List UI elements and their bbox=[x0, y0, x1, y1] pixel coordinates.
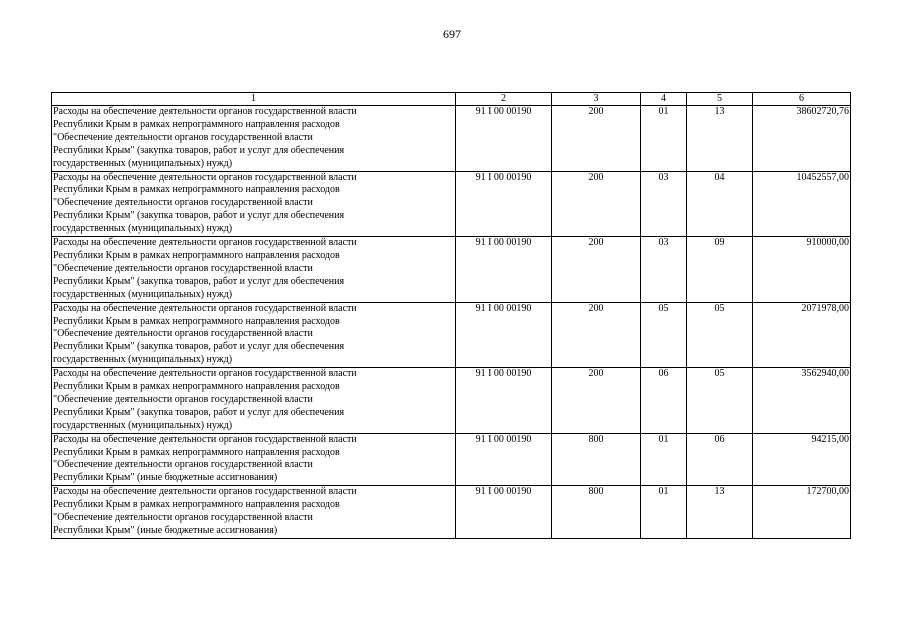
row-description: Расходы на обеспечение деятельности органов государственной власти Республики Крым в рамках непрограммного направления расходов "Обеспечение деятельности органов государственной власти Республики Крым" (закупка товаров, работ и услуг для обеспечения государственных (муниципальных) нужд) bbox=[52, 171, 456, 237]
row-subsection: 05 bbox=[687, 368, 753, 434]
row-expense-type: 200 bbox=[552, 302, 641, 368]
budget-table bbox=[51, 92, 851, 539]
table-body bbox=[52, 106, 851, 539]
row-target-article: 91 I 00 00190 bbox=[456, 433, 552, 486]
row-expense-type: 200 bbox=[552, 106, 641, 172]
row-section: 01 bbox=[641, 106, 687, 172]
table-row bbox=[52, 237, 851, 303]
row-target-article: 91 I 00 00190 bbox=[456, 486, 552, 539]
header-row bbox=[52, 93, 851, 106]
row-amount: 910000,00 bbox=[753, 237, 851, 303]
row-description: Расходы на обеспечение деятельности органов государственной власти Республики Крым в рамках непрограммного направления расходов "Обеспечение деятельности органов государственной власти Республики Крым" (закупка товаров, работ и услуг для обеспечения государственных (муниципальных) нужд) bbox=[52, 106, 456, 172]
row-section: 01 bbox=[641, 486, 687, 539]
row-section: 05 bbox=[641, 302, 687, 368]
table-row bbox=[52, 433, 851, 486]
row-amount: 38602720,76 bbox=[753, 106, 851, 172]
row-description: Расходы на обеспечение деятельности органов государственной власти Республики Крым в рамках непрограммного направления расходов "Обеспечение деятельности органов государственной власти Республики Крым" (закупка товаров, работ и услуг для обеспечения государственных (муниципальных) нужд) bbox=[52, 302, 456, 368]
header-cell: 3 bbox=[552, 93, 641, 106]
header-cell: 5 bbox=[687, 93, 753, 106]
table-row bbox=[52, 106, 851, 172]
row-subsection: 13 bbox=[687, 486, 753, 539]
row-target-article: 91 I 00 00190 bbox=[456, 237, 552, 303]
row-amount: 172700,00 bbox=[753, 486, 851, 539]
row-target-article: 91 I 00 00190 bbox=[456, 171, 552, 237]
row-subsection: 09 bbox=[687, 237, 753, 303]
row-amount: 10452557,00 bbox=[753, 171, 851, 237]
header-cell: 4 bbox=[641, 93, 687, 106]
row-section: 01 bbox=[641, 433, 687, 486]
header-cell: 1 bbox=[52, 93, 456, 106]
row-target-article: 91 I 00 00190 bbox=[456, 302, 552, 368]
table-row bbox=[52, 486, 851, 539]
row-subsection: 06 bbox=[687, 433, 753, 486]
table-row bbox=[52, 302, 851, 368]
row-target-article: 91 I 00 00190 bbox=[456, 106, 552, 172]
row-expense-type: 200 bbox=[552, 237, 641, 303]
row-expense-type: 800 bbox=[552, 486, 641, 539]
row-expense-type: 200 bbox=[552, 368, 641, 434]
table-row bbox=[52, 368, 851, 434]
page-number: 697 bbox=[443, 27, 461, 41]
table-row bbox=[52, 171, 851, 237]
row-subsection: 13 bbox=[687, 106, 753, 172]
row-description: Расходы на обеспечение деятельности органов государственной власти Республики Крым в рамках непрограммного направления расходов "Обеспечение деятельности органов государственной власти Республики Крым" (закупка товаров, работ и услуг для обеспечения государственных (муниципальных) нужд) bbox=[52, 237, 456, 303]
row-amount: 3562940,00 bbox=[753, 368, 851, 434]
row-subsection: 05 bbox=[687, 302, 753, 368]
row-subsection: 04 bbox=[687, 171, 753, 237]
row-description: Расходы на обеспечение деятельности органов государственной власти Республики Крым в рамках непрограммного направления расходов "Обеспечение деятельности органов государственной власти Республики Крым" (закупка товаров, работ и услуг для обеспечения государственных (муниципальных) нужд) bbox=[52, 368, 456, 434]
row-target-article: 91 I 00 00190 bbox=[456, 368, 552, 434]
row-amount: 2071978,00 bbox=[753, 302, 851, 368]
row-description: Расходы на обеспечение деятельности органов государственной власти Республики Крым в рамках непрограммного направления расходов "Обеспечение деятельности органов государственной власти Республики Крым" (иные бюджетные ассигнования) bbox=[52, 486, 456, 539]
row-expense-type: 800 bbox=[552, 433, 641, 486]
header-cell: 2 bbox=[456, 93, 552, 106]
header-cell: 6 bbox=[753, 93, 851, 106]
row-section: 06 bbox=[641, 368, 687, 434]
row-section: 03 bbox=[641, 171, 687, 237]
row-section: 03 bbox=[641, 237, 687, 303]
row-amount: 94215,00 bbox=[753, 433, 851, 486]
row-description: Расходы на обеспечение деятельности органов государственной власти Республики Крым в рамках непрограммного направления расходов "Обеспечение деятельности органов государственной власти Республики Крым" (иные бюджетные ассигнования) bbox=[52, 433, 456, 486]
row-expense-type: 200 bbox=[552, 171, 641, 237]
